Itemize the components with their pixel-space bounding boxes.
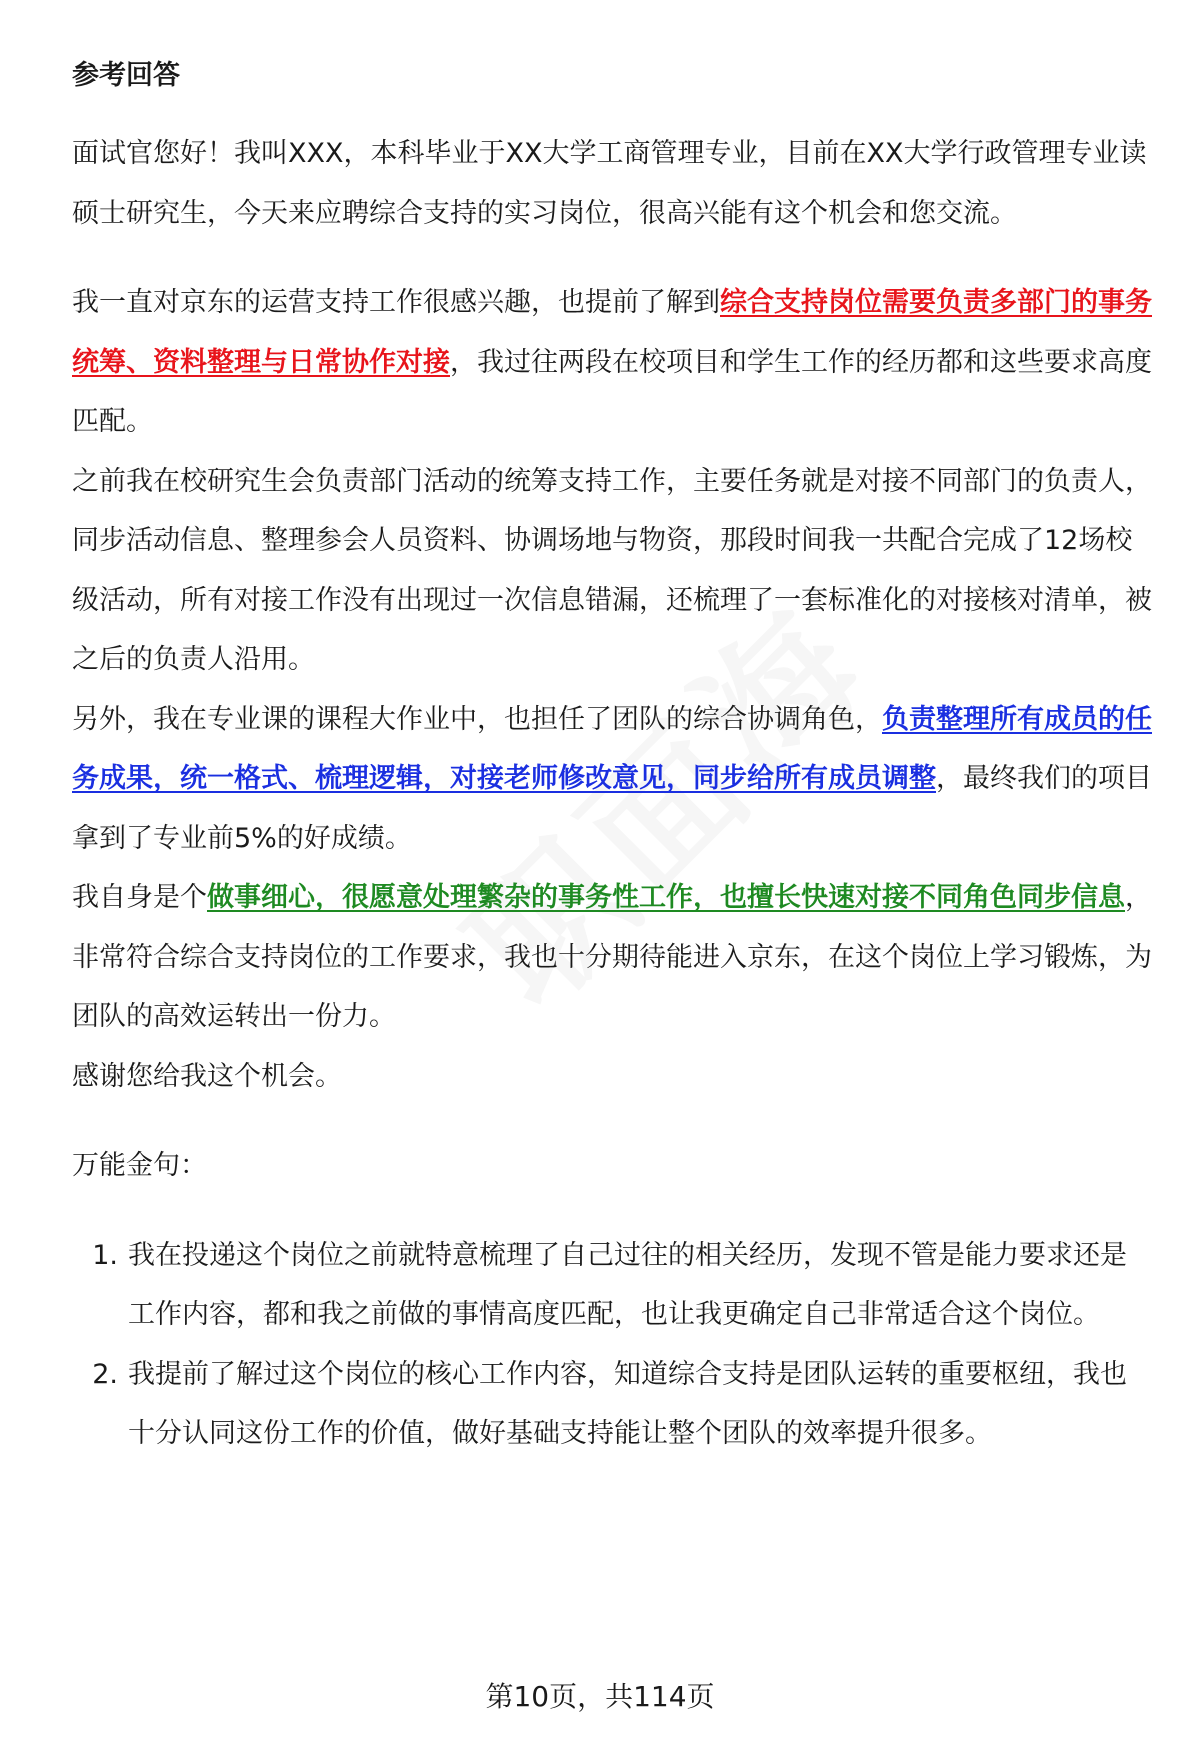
- list-item: [72, 1226, 1152, 1345]
- spacer: [72, 243, 1152, 273]
- spacer: [72, 1106, 1152, 1136]
- text-segment: ，最终我们的项目拿到了专业前5%的好成绩。: [72, 763, 1152, 854]
- list-item: [72, 1345, 1152, 1464]
- green-highlight: 做事细心，很愿意处理繁杂的事务性工作，也擅长快速对接不同角色同步信息: [207, 882, 1125, 913]
- list-text: 我在投递这个岗位之前就特意梳理了自己过往的相关经历，发现不管是能力要求还是工作内容，都和我之前做的事情高度匹配，也让我更确定自己非常适合这个岗位。: [128, 1239, 1127, 1330]
- document-page: [72, 56, 1152, 1464]
- text-segment: 另外，我在专业课的课程大作业中，也担任了团队的综合协调角色，: [72, 703, 882, 735]
- experience-match-paragraph: [72, 273, 1152, 452]
- thanks-paragraph: 感谢您给我这个机会。: [72, 1060, 342, 1092]
- list-text: 我提前了解过这个岗位的核心工作内容，知道综合支持是团队运转的重要枢纽，我也十分认同这份工作的价值，做好基础支持能让整个团队的效率提升很多。: [128, 1358, 1127, 1449]
- self-fit-paragraph: [72, 868, 1152, 1047]
- golden-sentences-title: 万能金句：: [72, 1150, 207, 1181]
- golden-sentences-list: [72, 1226, 1152, 1464]
- intro-paragraph: 面试官您好！我叫XXX，本科毕业于XX大学工商管理专业，目前在XX大学行政管理专业读硕士研究生，今天来应聘综合支持的实习岗位，很高兴能有这个机会和您交流。: [72, 138, 1147, 229]
- page-footer: 第10页，共114页: [485, 1680, 715, 1713]
- list-number: 1.: [92, 1239, 118, 1271]
- list-number: 2.: [92, 1358, 118, 1390]
- spacer: [72, 1196, 1152, 1226]
- course-project-paragraph: [72, 690, 1152, 869]
- red-highlight: 综合支持岗位需要负责多部门的事务统筹、资料整理与日常协作对接: [72, 287, 1152, 378]
- text-segment: 我自身是个: [72, 882, 207, 913]
- text-segment: ，我过往两段在校项目和学生工作的经历都和这些要求高度匹配。: [72, 346, 1152, 437]
- student-union-paragraph: 之前我在校研究生会负责部门活动的统筹支持工作，主要任务就是对接不同部门的负责人，同步活动信息、整理参会人员资料、协调场地与物资，那段时间我一共配合完成了12场校级活动，所有对接工作没有出现过一次信息错漏，还梳理了一套标准化的对接核对清单，被之后的负责人沿用。: [72, 465, 1152, 675]
- text-segment: ，非常符合综合支持岗位的工作要求，我也十分期待能进入京东，在这个岗位上学习锻炼，为团队的高效运转出一份力。: [72, 882, 1152, 1032]
- blue-highlight: 负责整理所有成员的任务成果，统一格式、梳理逻辑，对接老师修改意见，同步给所有成员调整: [72, 703, 1152, 794]
- section-heading: 参考回答: [72, 60, 180, 91]
- text-segment: 我一直对京东的运营支持工作很感兴趣，也提前了解到: [72, 287, 720, 318]
